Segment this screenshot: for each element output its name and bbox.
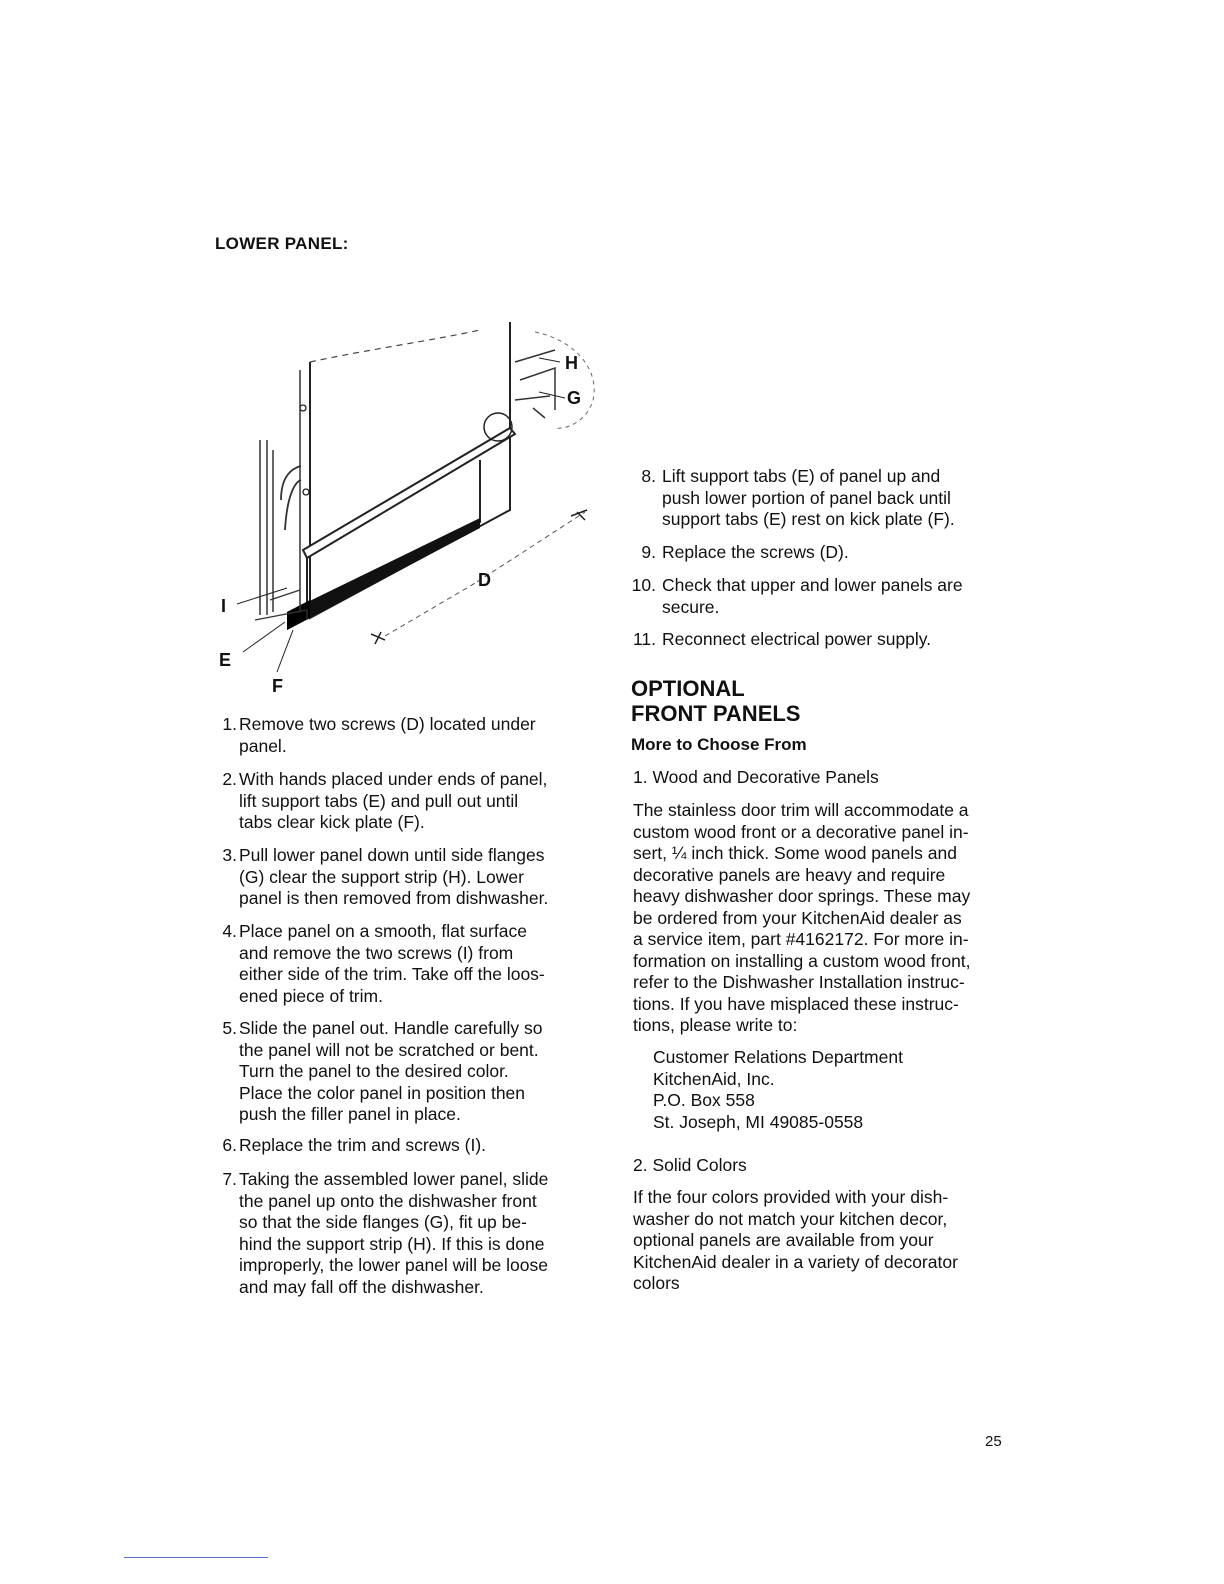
wood-panels-paragraph: The stainless door trim will accommodate a custom wood front or a decorative panel in- sert, ¼ inch thick. Some wood panels and decorative panels are heavy and require heavy dishwasher door springs. These may be ordered from your KitchenAid dealer as a service item, part #4162172. For more in- formation on installing a custom wood front, refer to the Dishwasher Installation instruc- tions. If you have misplaced these instruc- tions, please write to:	[633, 800, 971, 1035]
screw-hole	[300, 405, 306, 411]
step-number: 4.	[222, 921, 237, 941]
step-text: Place panel on a smooth, flat surface and remove the two screws (I) from either side of the trim. Take off the loos- ened piece of trim.	[239, 921, 545, 1006]
step-text: Remove two screws (D) located under panel.	[239, 714, 536, 756]
page-number: 25	[985, 1433, 1002, 1450]
step-text: Replace the screws (D).	[662, 542, 849, 562]
label-g: G	[567, 388, 582, 408]
step-number: 7.	[222, 1169, 237, 1189]
step-text: Pull lower panel down until side flanges (G) clear the support strip (H). Lower panel is then removed from dishwasher.	[239, 845, 549, 908]
optional-panels-heading: OPTIONAL FRONT PANELS	[631, 676, 801, 726]
label-h: H	[565, 353, 578, 373]
step-number: 11.	[632, 629, 656, 649]
step-number: 6.	[222, 1135, 237, 1155]
trim-strip	[303, 428, 515, 558]
step-text: Slide the panel out. Handle carefully so the panel will not be scratched or bent. Turn the panel to the desired color. Place the color panel in position then push the filler panel in place.	[239, 1018, 543, 1124]
step-text: Check that upper and lower panels are secure.	[662, 575, 963, 617]
step-number: 8.	[641, 466, 656, 486]
section-title: LOWER PANEL:	[215, 234, 349, 253]
option-wood-decorative: 1. Wood and Decorative Panels	[633, 767, 879, 787]
solid-colors-paragraph: If the four colors provided with your dish- washer do not match your kitchen decor, optional panels are available from your KitchenAid dealer in a variety of decorator colors	[633, 1187, 958, 1293]
leader-e	[243, 622, 285, 652]
step-number: 10.	[631, 575, 656, 595]
step-text: Taking the assembled lower panel, slide the panel up onto the dishwasher front so that the side flanges (G), fit up be- hind the support strip (H). If this is done improperly, the lower panel will be loose and may fall off the dishwasher.	[239, 1169, 549, 1297]
leader-f	[277, 630, 293, 672]
step-number: 3.	[222, 845, 237, 865]
label-d: D	[478, 570, 491, 590]
leader-h	[539, 358, 560, 362]
label-i: I	[221, 596, 227, 616]
step-number: 5.	[222, 1018, 237, 1038]
option-solid-colors: 2. Solid Colors	[633, 1155, 747, 1175]
step-number: 2.	[222, 769, 237, 789]
side-frame	[260, 370, 300, 615]
label-e: E	[219, 650, 232, 670]
optional-panels-subheading: More to Choose From	[631, 735, 807, 754]
label-f: F	[272, 676, 283, 696]
kick-plate	[287, 518, 480, 630]
door-top-outline	[310, 330, 480, 362]
leader-i	[237, 588, 287, 604]
detail-inset-curve	[535, 332, 594, 428]
screw-top	[571, 510, 587, 520]
screw-d-line-bottom	[385, 582, 477, 636]
screw-bottom	[371, 632, 385, 644]
step-number: 1.	[222, 714, 237, 734]
hinge-bracket	[281, 466, 301, 530]
mailing-address: Customer Relations Department KitchenAid, Inc. P.O. Box 558 St. Joseph, MI 49085-0558	[653, 1047, 903, 1132]
step-text: Reconnect electrical power supply.	[662, 629, 932, 649]
bottom-rule	[124, 1557, 268, 1558]
step-text: Lift support tabs (E) of panel up and push lower portion of panel back until support tabs (E) rest on kick plate (F).	[662, 466, 955, 529]
screw-d-line-top	[477, 512, 585, 582]
step-text: Replace the trim and screws (I).	[239, 1135, 487, 1155]
step-text: With hands placed under ends of panel, lift support tabs (E) and pull out until tabs clear kick plate (F).	[239, 769, 548, 832]
lower-panel-diagram	[215, 300, 615, 700]
screw-hole-lower	[303, 489, 309, 495]
step-number: 9.	[641, 542, 656, 562]
